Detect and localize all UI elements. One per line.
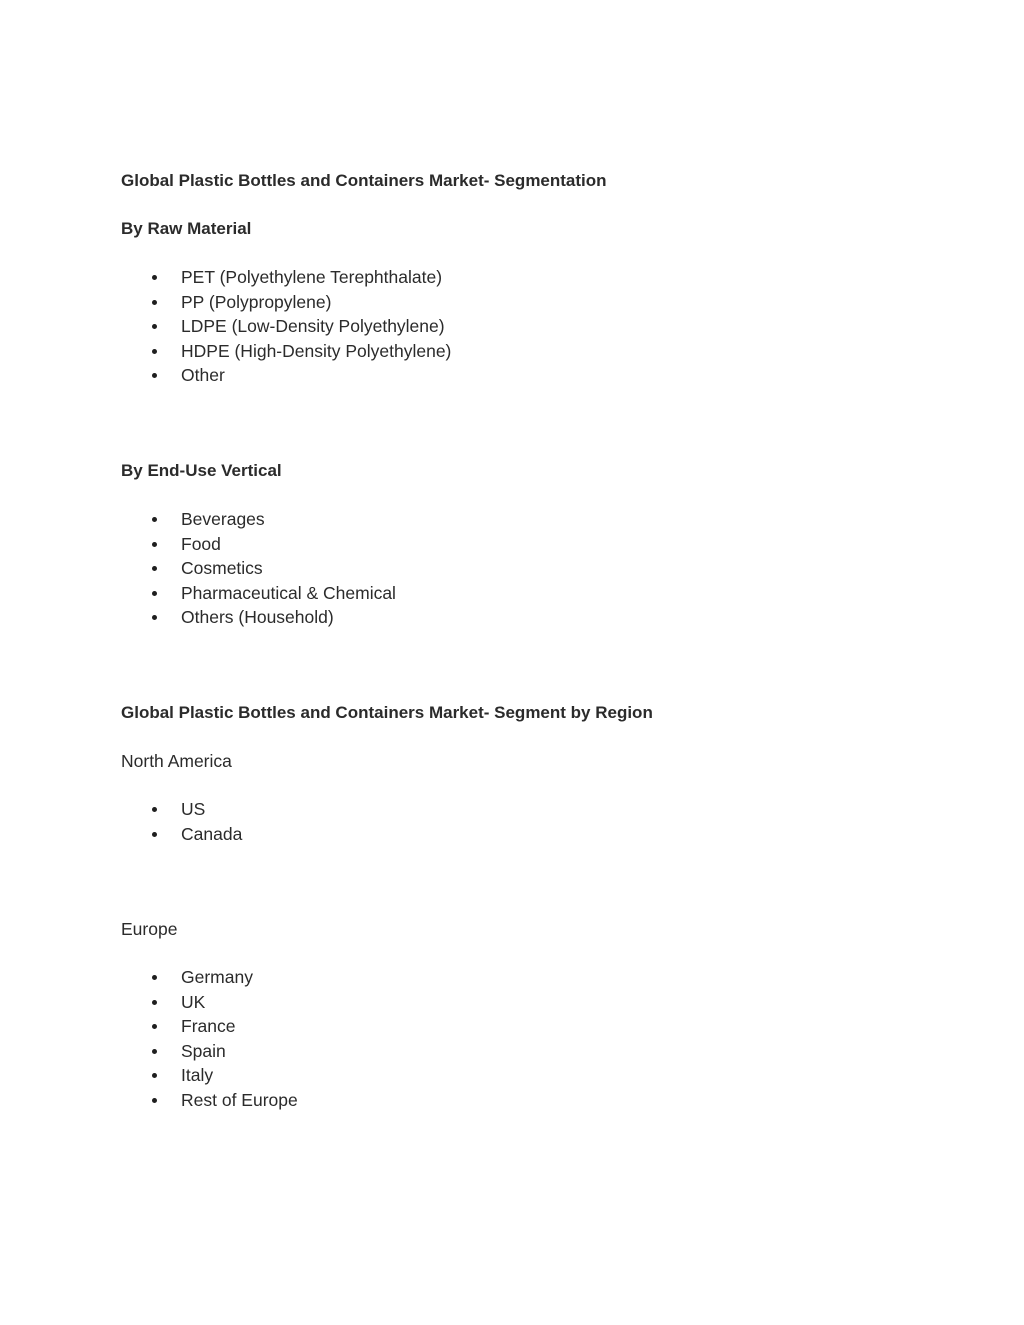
bullet-icon bbox=[152, 566, 157, 571]
end-use-heading: By End-Use Vertical bbox=[121, 461, 282, 480]
list-item-label: Rest of Europe bbox=[181, 1089, 298, 1110]
list-item-label: LDPE (Low-Density Polyethylene) bbox=[181, 316, 445, 336]
list-item-label: PP (Polypropylene) bbox=[181, 291, 332, 312]
list-item-label: HDPE (High-Density Polyethylene) bbox=[181, 340, 452, 361]
bullet-icon bbox=[152, 832, 157, 837]
bullet-icon bbox=[152, 807, 157, 812]
list-item-label: Cosmetics bbox=[181, 558, 263, 578]
bullet-icon bbox=[152, 373, 157, 378]
bullet-icon bbox=[152, 591, 157, 596]
bullet-icon bbox=[152, 975, 157, 980]
europe-heading: Europe bbox=[121, 919, 178, 939]
north-america-heading: North America bbox=[121, 751, 232, 771]
bullet-icon bbox=[152, 1000, 157, 1005]
list-item-label: Pharmaceutical & Chemical bbox=[181, 582, 396, 603]
bullet-icon bbox=[152, 300, 157, 305]
bullet-icon bbox=[152, 542, 157, 547]
list-item-label: Others (Household) bbox=[181, 607, 334, 627]
list-item-label: US bbox=[181, 799, 206, 819]
bullet-icon bbox=[152, 517, 157, 522]
list-item-label: Beverages bbox=[181, 509, 265, 529]
raw-material-heading: By Raw Material bbox=[121, 219, 252, 238]
list-item-label: Germany bbox=[181, 967, 253, 987]
list-item-label: Italy bbox=[181, 1065, 214, 1085]
segmentation-title: Global Plastic Bottles and Containers Market- Segmentation bbox=[121, 171, 607, 190]
list-item-label: Food bbox=[181, 533, 221, 554]
list-item-label: Canada bbox=[181, 823, 243, 844]
list-item-label: UK bbox=[181, 991, 206, 1012]
bullet-icon bbox=[152, 324, 157, 329]
bullet-icon bbox=[152, 275, 157, 280]
bullet-icon bbox=[152, 1024, 157, 1029]
bullet-icon bbox=[152, 615, 157, 620]
bullet-icon bbox=[152, 1049, 157, 1054]
bullet-icon bbox=[152, 1073, 157, 1078]
list-item-label: Spain bbox=[181, 1040, 226, 1061]
bullet-icon bbox=[152, 349, 157, 354]
region-title: Global Plastic Bottles and Containers Market- Segment by Region bbox=[121, 703, 653, 722]
list-item-label: PET (Polyethylene Terephthalate) bbox=[181, 267, 443, 287]
list-item-label: Other bbox=[181, 365, 225, 385]
list-item-label: France bbox=[181, 1016, 236, 1036]
bullet-icon bbox=[152, 1098, 157, 1103]
